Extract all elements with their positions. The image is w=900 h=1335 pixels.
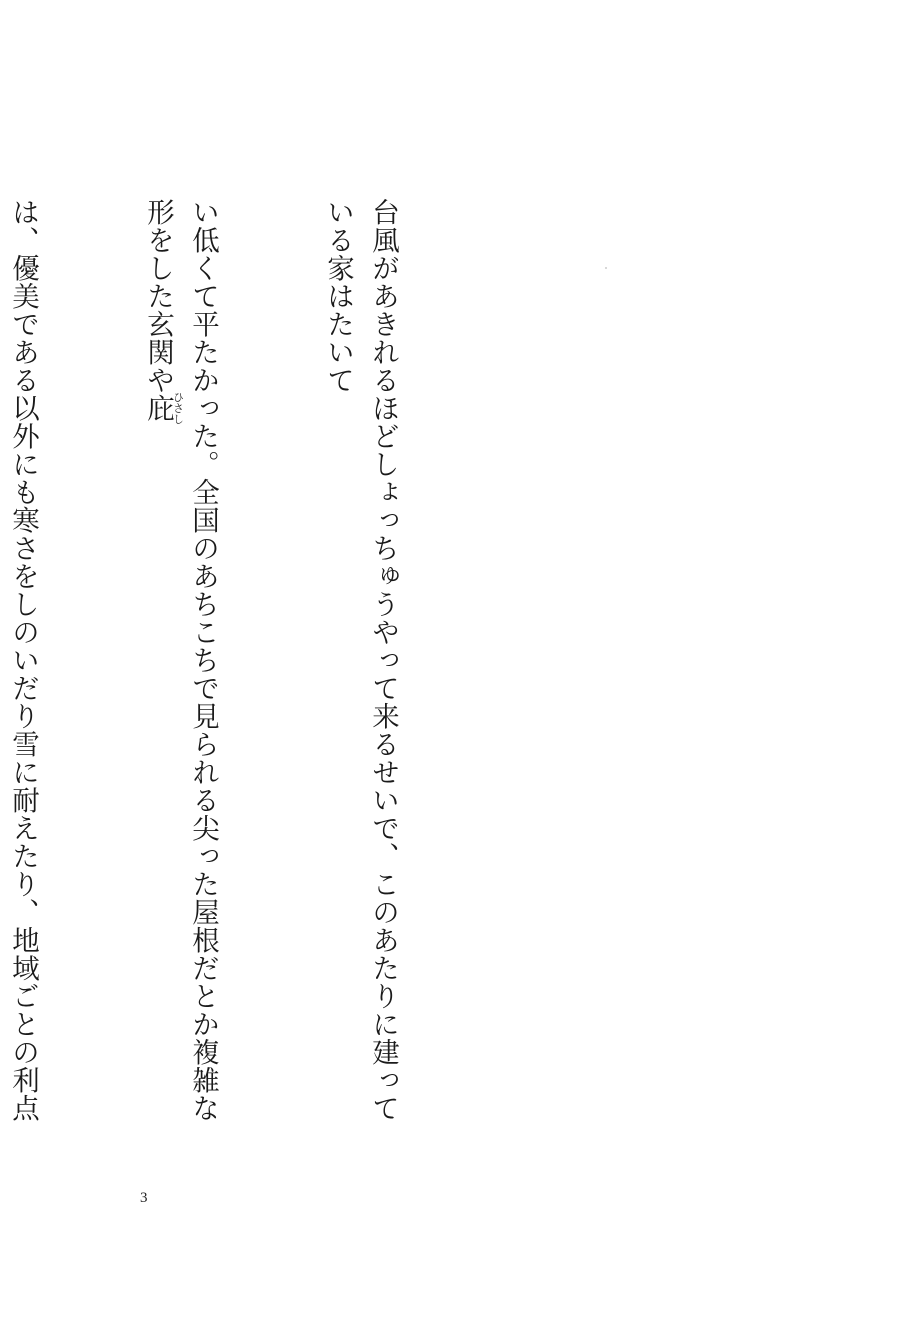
ruby-base: 庇 — [142, 391, 174, 425]
text-line-1: 台風があきれるほどしょっちゅうやって来るせいで、このあたりに建っている家はたいて — [322, 198, 399, 1122]
text-line-2 — [135, 198, 225, 1148]
paper-speck — [605, 267, 607, 269]
text-line-3: は、優美である以外にも寒さをしのいだり雪に耐えたり、地域ごとの利点 — [7, 198, 39, 1122]
ruby-hisashi — [142, 391, 185, 425]
ruby-reading: ひさし — [171, 391, 185, 425]
page-number: 3 — [140, 1190, 148, 1206]
vertical-text-body — [7, 198, 495, 1148]
text-line-2-body: い低くて平たかった。全国のあちこちで見られる尖った屋根だとか複雑な形をした玄関や — [142, 198, 219, 1122]
